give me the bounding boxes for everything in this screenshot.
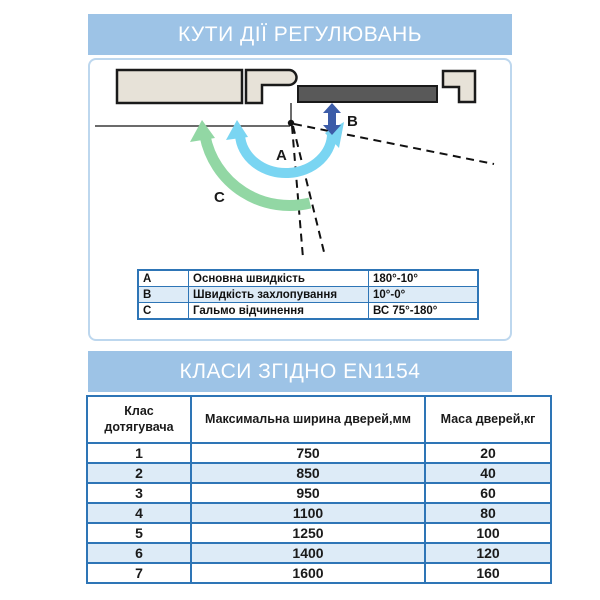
cell-mass: 100 xyxy=(425,523,551,543)
content-column xyxy=(88,14,536,584)
table-row xyxy=(138,303,478,320)
cell-class: 3 xyxy=(87,483,191,503)
label-a: A xyxy=(276,147,287,164)
cell-label: Основна швидкість xyxy=(189,270,369,287)
cell-class: 5 xyxy=(87,523,191,543)
cell-label: Швидкість захлопування xyxy=(189,287,369,303)
en1154-classes-table xyxy=(86,395,552,584)
cell-mass: 40 xyxy=(425,463,551,483)
cell-width: 1100 xyxy=(191,503,425,523)
angles-legend-table xyxy=(137,269,479,320)
header-class: Клас дотягувача xyxy=(87,396,191,443)
cell-width: 750 xyxy=(191,443,425,463)
table-row xyxy=(87,503,551,523)
table-row xyxy=(87,463,551,483)
dashed-line-door-pos-2 xyxy=(293,126,324,252)
table-row xyxy=(87,523,551,543)
wall-left xyxy=(117,70,242,103)
door-panel-closed xyxy=(298,86,437,102)
label-c: C xyxy=(214,189,225,206)
header-max-width: Максимальна ширина дверей,мм xyxy=(191,396,425,443)
cell-class: 4 xyxy=(87,503,191,523)
arc-c-arrowhead xyxy=(190,120,215,142)
cell-mass: 60 xyxy=(425,483,551,503)
cell-value: ВС 75°-180° xyxy=(369,303,479,320)
header-mass: Маса дверей,кг xyxy=(425,396,551,443)
cell-mass: 20 xyxy=(425,443,551,463)
cell-class: 6 xyxy=(87,543,191,563)
cell-width: 1600 xyxy=(191,563,425,583)
cell-class: 2 xyxy=(87,463,191,483)
hinge-pivot-dot xyxy=(288,120,294,126)
cell-key: C xyxy=(138,303,189,320)
label-b: B xyxy=(347,113,358,130)
cell-label: Гальмо відчинення xyxy=(189,303,369,320)
door-closer-diagram xyxy=(88,58,512,341)
table-row xyxy=(87,563,551,583)
cell-class: 1 xyxy=(87,443,191,463)
cell-key: B xyxy=(138,287,189,303)
cell-width: 1250 xyxy=(191,523,425,543)
cell-mass: 80 xyxy=(425,503,551,523)
table-header-row xyxy=(87,396,551,443)
table-row xyxy=(87,483,551,503)
cell-class: 7 xyxy=(87,563,191,583)
arc-a-arrowhead-left xyxy=(226,120,248,140)
cell-mass: 120 xyxy=(425,543,551,563)
cell-width: 950 xyxy=(191,483,425,503)
section-title-classes: КЛАСИ ЗГІДНО EN1154 xyxy=(88,351,512,392)
cell-width: 1400 xyxy=(191,543,425,563)
cell-mass: 160 xyxy=(425,563,551,583)
table-row xyxy=(87,443,551,463)
door-frame-left xyxy=(246,70,297,103)
table-row xyxy=(138,287,478,303)
cell-value: 10°-0° xyxy=(369,287,479,303)
door-frame-right xyxy=(443,71,475,102)
section-title-angles: КУТИ ДІЇ РЕГУЛЮВАНЬ xyxy=(88,14,512,55)
table-row xyxy=(138,270,478,287)
cell-key: A xyxy=(138,270,189,287)
cell-width: 850 xyxy=(191,463,425,483)
cell-value: 180°-10° xyxy=(369,270,479,287)
table-row xyxy=(87,543,551,563)
